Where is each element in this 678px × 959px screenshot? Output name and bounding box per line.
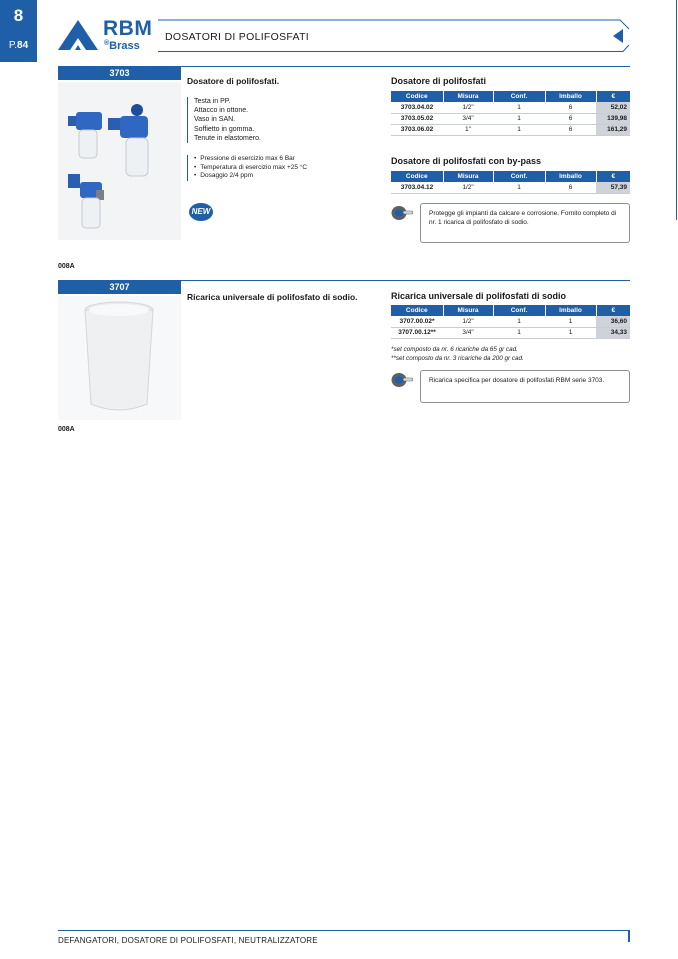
image-code-label: 008A — [58, 426, 75, 433]
list-item: • Temperatura di esercizio max +25 °C — [194, 164, 367, 173]
brand-name: RBM — [103, 17, 153, 40]
price-table: Codice Misura Conf. Imballo € 3707.00.02* 1/2" 1 1 36,60 3707.00.12** 3/4" 1 1 34,33 — [391, 305, 630, 339]
refill-product-icon — [58, 296, 181, 420]
section-divider — [181, 280, 630, 281]
image-code-label: 008A — [58, 263, 75, 270]
right-margin-rule — [676, 0, 677, 220]
product-title: Dosatore di polifosfati. — [187, 76, 280, 86]
list-item: • Pressione di esercizio max 6 Bar — [194, 155, 367, 164]
footer-tick — [628, 930, 630, 942]
chapter-tab — [0, 0, 37, 62]
chapter-number: 8 — [13, 6, 24, 25]
spec-list — [187, 155, 367, 181]
table-row: 3707.00.12** 3/4" 1 1 34,33 — [391, 327, 630, 338]
info-note: Protegge gli impianti da calcare e corrosione. Fornito completo di nr. 1 ricarica di polifosfato di sodio. — [420, 203, 630, 243]
page-title: DOSATORI DI POLIFOSFATI — [165, 31, 310, 43]
table-title: Ricarica universale di polifosfati di sodio — [391, 291, 567, 301]
footer-divider — [58, 930, 630, 931]
info-note: Ricarica specifica per dosatore di polifosfati RBM serie 3703. — [420, 370, 630, 403]
product-code-bar: 3707 — [58, 280, 181, 294]
footer-title: DEFANGATORI, DOSATORE DI POLIFOSFATI, NEUTRALIZZATORE — [58, 936, 318, 945]
table-row: 3703.04.12 1/2" 1 6 57,39 — [391, 182, 630, 193]
product-description: Testa in PP. Attacco in ottone. Vaso in SAN. Soffietto in gomma. Tenute in elastomero. — [187, 97, 367, 143]
table-title: Dosatore di polifosfati con by-pass — [391, 156, 542, 166]
price-table: Codice Misura Conf. Imballo € 3703.04.12 1/2" 1 6 57,39 — [391, 171, 630, 194]
new-badge: NEW — [188, 202, 214, 222]
pointing-hand-icon — [391, 372, 413, 388]
product-image-3703 — [58, 82, 181, 240]
list-item: • Dosaggio 2/4 ppm — [194, 172, 367, 181]
brand-sub: ®Brass — [104, 40, 140, 52]
product-image-3707 — [58, 296, 181, 420]
table-row: 3703.06.02 1" 1 6 161,29 — [391, 124, 630, 135]
dosatore-product-icon — [58, 82, 181, 240]
table-row: 3703.04.02 1/2" 1 6 52,02 — [391, 102, 630, 113]
table-row: 3703.05.02 3/4" 1 6 139,98 — [391, 113, 630, 124]
pointing-hand-icon — [391, 205, 413, 221]
table-title: Dosatore di polifosfati — [391, 76, 487, 86]
product-code-bar: 3703 — [58, 66, 181, 80]
page-number: P.84 — [8, 40, 29, 51]
section-divider — [181, 66, 630, 67]
table-row: 3707.00.02* 1/2" 1 1 36,60 — [391, 316, 630, 327]
product-title: Ricarica universale di polifosfato di sodio. — [187, 292, 358, 302]
footnotes: *set composto da nr. 6 ricariche da 65 gr cad. **set composto da nr. 3 ricariche da 200 gr cad. — [391, 346, 524, 362]
price-table: Codice Misura Conf. Imballo € 3703.04.02 1/2" 1 6 52,02 3703.05.02 3/4" 1 6 139,98 3703.06.02 1" 1 6 161,29 — [391, 91, 630, 136]
